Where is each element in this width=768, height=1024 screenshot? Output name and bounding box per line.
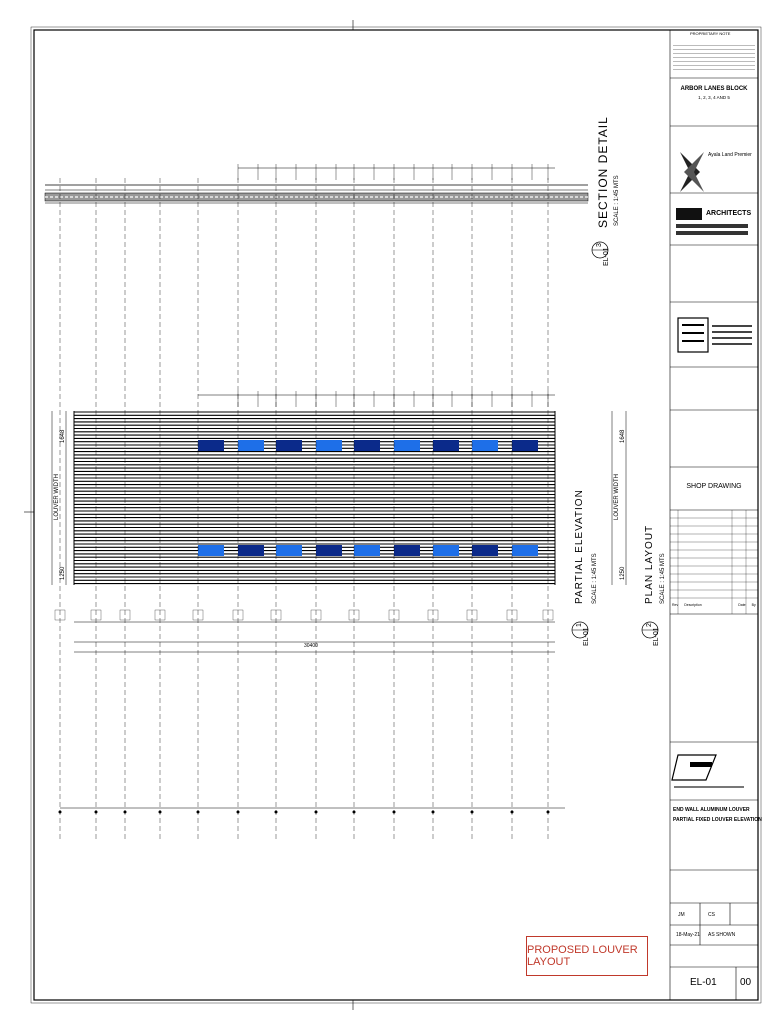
elevation-view-number: 1 (576, 623, 583, 627)
plan-title: PLAN LAYOUT (644, 524, 655, 604)
revision-table (670, 510, 758, 614)
grid-marker (124, 811, 127, 814)
bottom-dimensions (60, 622, 565, 808)
proposed-louver-layout-stamp: PROPOSED LOUVER LAYOUT (526, 936, 648, 976)
shop-drawing-label: SHOP DRAWING (686, 483, 742, 490)
proprietary-note: PROPRIETARY NOTE (690, 31, 731, 36)
contractor-logo (672, 755, 744, 788)
louver-panel-upper (394, 440, 420, 451)
section-detail (45, 164, 588, 203)
grid-marker (511, 811, 514, 814)
titleblock-frame (670, 30, 758, 1000)
project-subtitle: 1, 2, 3, 4 AND 5 (698, 95, 730, 100)
project-title: ARBOR LANES BLOCK (680, 86, 748, 92)
louver-panel-lower (394, 545, 420, 556)
grid-marker (315, 811, 318, 814)
section-sheet-ref: EL-01 (603, 247, 610, 266)
louver-panel-lower (198, 545, 224, 556)
louver-panel-lower (238, 545, 264, 556)
overall-dimension: 30400 (304, 643, 318, 649)
revision-number: 00 (740, 977, 752, 988)
grid-marker (95, 811, 98, 814)
checked-by: CS (708, 912, 715, 918)
grid-marker (547, 811, 550, 814)
owner-name: Ayala Land Premier (708, 152, 752, 158)
louver-panel-lower (276, 545, 302, 556)
rev-col-description: Description (684, 603, 702, 607)
grid-marker (197, 811, 200, 814)
proprietary-note-body (673, 42, 755, 72)
louver-panel-lower (354, 545, 380, 556)
section-view-number: 3 (596, 243, 603, 247)
grid-marker (471, 811, 474, 814)
drawing-title-line-2: PARTIAL FIXED LOUVER ELEVATION (673, 817, 762, 823)
elevation-scale: SCALE : 1:45 MTS (592, 553, 598, 604)
dim-1250-left: 1250 (60, 566, 66, 580)
revision-header (672, 603, 758, 607)
rev-col-date: Date (738, 603, 746, 607)
owner-logo (680, 152, 704, 192)
louver-panel-lower (433, 545, 459, 556)
louver-panel-lower (512, 545, 538, 556)
elevation-sheet-ref: EL-01 (583, 627, 590, 646)
rev-col-rev: Rev (672, 603, 679, 607)
grid-marker (353, 811, 356, 814)
louver-panel-upper (354, 440, 380, 451)
louver-panel-upper (472, 440, 498, 451)
dim-1250-right: 1250 (620, 566, 626, 580)
grid-marker (393, 811, 396, 814)
louver-panel-upper (238, 440, 264, 451)
louver-panel-lower (472, 545, 498, 556)
plan-view-number: 2 (646, 623, 653, 627)
louver-panel-upper (276, 440, 302, 451)
louver-panel-upper (512, 440, 538, 451)
louver-panel-upper (198, 440, 224, 451)
drawn-by: JM (678, 912, 685, 918)
dim-1648-right: 1648 (620, 429, 626, 443)
section-scale: SCALE : 1:45 MTS (614, 175, 620, 226)
drawing-title-line-1: END WALL ALUMINUM LOUVER (673, 807, 750, 813)
plan-scale: SCALE : 1:45 MTS (660, 553, 666, 604)
elevation-title: PARTIAL ELEVATION (574, 489, 585, 604)
date-of-issue: 18-May-21 (676, 932, 700, 938)
scale-value: AS SHOWN (708, 932, 736, 938)
plan-sheet-ref: EL-01 (653, 627, 660, 646)
louver-width-label-left: LOUVER WIDTH (54, 473, 60, 520)
grid-marker (275, 811, 278, 814)
architect-label: ARCHITECTS (706, 210, 752, 217)
rev-col-by: By (751, 603, 756, 607)
grid-marker (237, 811, 240, 814)
louver-width-label-right: LOUVER WIDTH (614, 473, 620, 520)
grid-marker (159, 811, 162, 814)
section-title: SECTION DETAIL (596, 116, 610, 228)
grid-marker (59, 811, 62, 814)
engineer-logo (678, 318, 752, 352)
partial-elevation (52, 391, 626, 585)
gridlines (55, 178, 553, 840)
drawing-number: EL-01 (690, 977, 717, 988)
louver-panel-lower (316, 545, 342, 556)
dim-1648-left: 1648 (60, 429, 66, 443)
louver-panel-upper (433, 440, 459, 451)
grid-marker (432, 811, 435, 814)
louver-panel-upper (316, 440, 342, 451)
